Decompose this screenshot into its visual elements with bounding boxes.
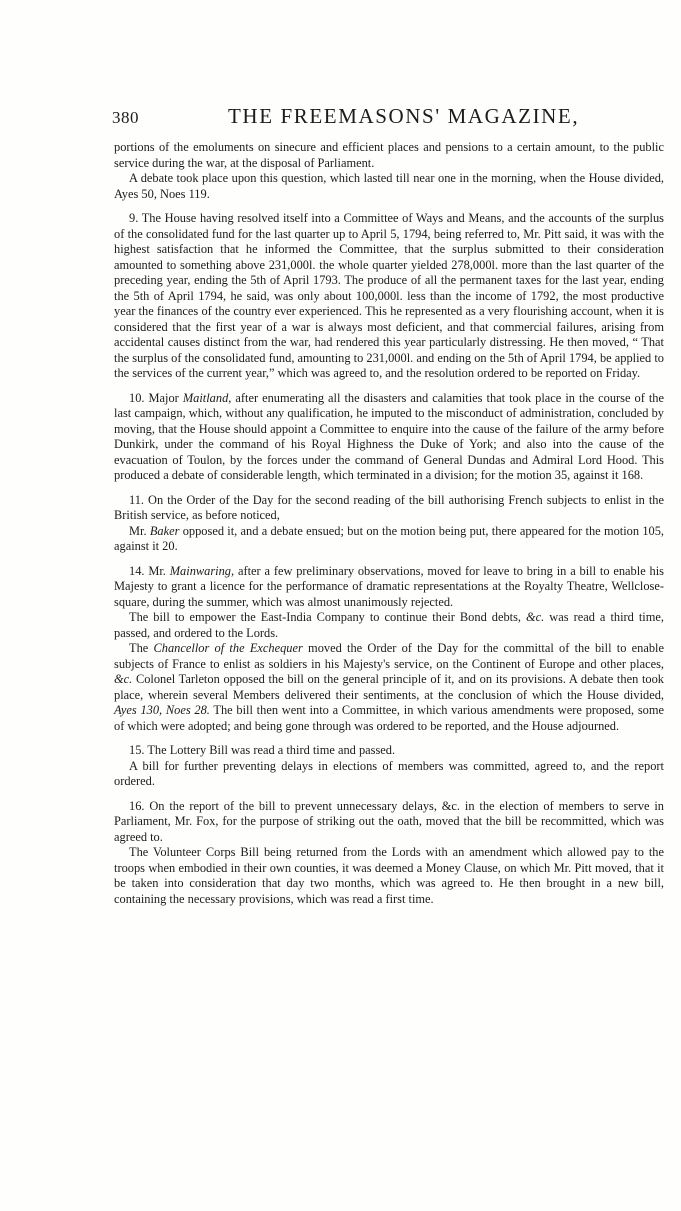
text-run: 10. Major xyxy=(129,390,183,405)
paragraph-mr-mainwaring xyxy=(114,564,664,611)
paragraph-chancellor xyxy=(114,641,664,734)
paragraph-lottery-bill xyxy=(114,743,664,759)
paragraph-east-india-bill xyxy=(114,610,664,641)
text-run: A debate took place upon this question, which lasted till near one in the morning, when the House divided, Ayes 50, Noes 119. xyxy=(114,171,664,201)
text-run: Colonel Tarleton opposed the bill on the general principle of it, and on its provisions. A debate then took place, wherein several Members delivered their sentiments, at the conclusion of which the House divided, xyxy=(114,672,664,702)
paragraph-report-delays xyxy=(114,799,664,846)
speaker-name: Chancellor of the Exchequer xyxy=(153,641,303,655)
text-run: A bill for further preventing delays in elections of members was committed, agreed to, and the report ordered. xyxy=(114,758,664,788)
text-run: 9. The House having resolved itself into a Committee of Ways and Means, and the accounts of the surplus of the consolidated fund for the last quarter up to April 5, 1794, being referred to, Mr. Pitt said, it was with the highest satisfaction that he informed the Committee, that the surplus submitted to their consideration amounted to something above 231,000l. the whole quarter yielded 278,000l. more than the last quarter of the preceding year, ending the 5th of April 1793. The produce of all the permanent taxes for the last year, ending the 5th of April 1794, he said, was only about 100,000l. less than the income of 1792, the most productive year the finances of the country ever experienced. This he represented as a very flourishing account, when it is considered that the first year of a war is always most deficient, and that commercial failures, arising from accidental causes distinct from the war, had rendered this year particularly distressing. He then moved, “ That the surplus of the consolidated fund, amounting to 231,000l. and ending on the 5th of April 1794, be applied to the services of the current year,” which was agreed to, and the resolution ordered to be reported on Friday. xyxy=(114,211,664,380)
paragraph-mr-baker xyxy=(114,524,664,555)
text-run: 15. The Lottery Bill was read a third time and passed. xyxy=(129,743,396,757)
page-header xyxy=(112,104,664,134)
text-run: moved the Order of the Day for the committal of the bill to enable subjects of France to enlist as soldiers in his Majesty's service, on the Continent of Europe and other places, xyxy=(114,641,664,671)
vote-count: Ayes 130, Noes 28. xyxy=(114,703,210,717)
paragraph-major-maitland xyxy=(114,391,664,484)
paragraph-emoluments-cont xyxy=(114,140,664,171)
text-run: 11. On the Order of the Day for the second reading of the bill authorising French subjects to enlist in the British service, as before noticed, xyxy=(114,492,664,522)
text-run: 14. Mr. xyxy=(129,563,170,578)
page-number: 380 xyxy=(112,108,139,127)
article-body xyxy=(114,140,664,907)
text-run: after a few preliminary observations, moved for leave to bring in a bill to enable his Majesty to grant a licence for the performance of dramatic representations at the Royalty Theatre, Wellclose-square, during the summer, which was almost unanimously rejected. xyxy=(114,563,664,609)
text-run: 16. On the report of the bill to prevent unnecessary delays, &c. in the election of members to serve in Parliament, Mr. Fox, for the purpose of striking out the oath, moved that the bill be recommitted, which was agreed to. xyxy=(114,798,664,844)
paragraph-volunteer-corps xyxy=(114,845,664,907)
paragraph-elections-bill xyxy=(114,759,664,790)
text-run: The Volunteer Corps Bill being returned from the Lords with an amendment which allowed pay to the troops when embodied in their own counties, it was deemed a Money Clause, on which Mr. Pitt moved, that it be taken into consideration that day two months, which was agreed to. He then brought in a new bill, containing the necessary provisions, which was read a first time. xyxy=(114,845,664,906)
speaker-name: Baker xyxy=(149,523,180,538)
paragraph-french-subjects xyxy=(114,493,664,524)
italic-run: &c. xyxy=(526,610,545,624)
paragraph-ways-and-means xyxy=(114,211,664,382)
text-run: Mr. xyxy=(129,523,150,538)
text-run: The bill then went into a Committee, in which various amendments were proposed, some of which were adopted; and being gone through was ordered to be reported, and the House adjourned. xyxy=(114,703,664,733)
paragraph-debate-division xyxy=(114,171,664,202)
text-run: The xyxy=(129,641,154,655)
text-run: was read a third time, passed, and ordered to the Lords. xyxy=(114,610,664,640)
text-run: after enumerating all the disasters and calamities that took place in the course of the last campaign, which, without any qualification, he imputed to the misconduct of administration, concluded by moving, that the House should appoint a Committee to enquire into the cause of the failure of the army before Dunkirk, under the command of his Royal Highness the Duke of York; and also into the cause of the evacuation of Toulon, by the forces under the command of General Dundas and Admiral Lord Hood. This produced a debate of considerable length, which terminated in a division; for the motion 35, against it 168. xyxy=(114,390,665,482)
running-title: THE FREEMASONS' MAGAZINE, xyxy=(228,104,580,128)
text-run: portions of the emoluments on sinecure and efficient places and pensions to a certain amount, to the public service during the war, at the disposal of Parliament. xyxy=(114,140,664,170)
speaker-name: Maitland, xyxy=(182,390,232,405)
italic-run: &c. xyxy=(114,672,133,686)
speaker-name: Mainwaring, xyxy=(169,563,235,578)
text-run: The bill to empower the East-India Company to continue their Bond debts, xyxy=(129,610,527,624)
text-run: opposed it, and a debate ensued; but on the motion being put, there appeared for the motion 105, against it 20. xyxy=(114,523,665,553)
